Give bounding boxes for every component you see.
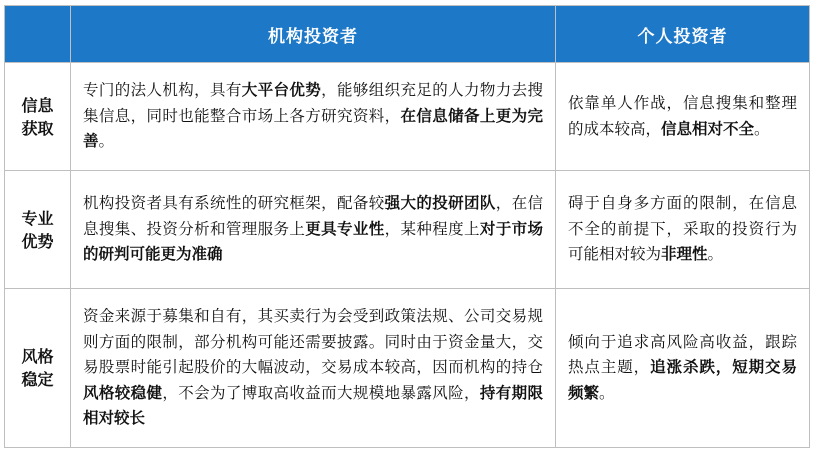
text-run: 资金来源于募集和自有，其买卖行为会受到政策法规、公司交易规则方面的限制，部分机构可能还需要披露。同时由于资金量大，交易股票时能引起股价的大幅波动，交易成本较高，因而机构的持仓 (83, 307, 543, 377)
bold-text-run: 非理性 (661, 245, 708, 264)
text-run: 倾向于追求高风险高收益，跟踪热点主题， (568, 332, 797, 377)
cell-institutional-information (71, 63, 556, 171)
row-label-line: 稳定 (21, 370, 54, 389)
text-run: 。 (707, 245, 724, 264)
header-individual: 个人投资者 (556, 6, 810, 63)
cell-individual-expertise (556, 171, 810, 289)
cell-institutional-expertise (71, 171, 556, 289)
bold-text-run: 在信息储备上更为完善 (83, 106, 543, 151)
row-label-expertise (5, 171, 71, 289)
comparison-table (4, 5, 810, 448)
text-run: ，不会为了博取高收益而大规模地暴露风险， (162, 383, 480, 402)
cell-individual-style (556, 289, 810, 448)
table-row-style (5, 289, 810, 448)
text-run: 碍于自身多方面的限制，在信息不全的前提下，采取的投资行为可能相对较为 (568, 194, 797, 264)
table-row-expertise (5, 171, 810, 289)
row-label-style (5, 289, 71, 448)
text-run: 专门的法人机构，具有 (83, 81, 242, 100)
row-label-line: 获取 (21, 118, 54, 138)
text-run: 依靠单人作战，信息搜集和整理的成本较高， (568, 94, 797, 138)
bold-text-run: 追涨杀跌，短期交易频繁 (568, 358, 797, 402)
bold-text-run: 对于市场的研判可能更为准确 (83, 219, 543, 264)
header-institutional: 机构投资者 (71, 6, 556, 63)
text-run: ，在信息搜集、投资分析和管理服务上 (83, 194, 543, 238)
cell-institutional-style (71, 289, 556, 448)
text-run: 。 (98, 132, 115, 151)
text-run: ，某种程度上 (384, 219, 480, 238)
row-label-line: 专业 (21, 208, 54, 228)
row-label-line: 优势 (21, 231, 54, 251)
header-row (5, 6, 810, 63)
text-run: 。 (599, 383, 615, 402)
bold-text-run: 风格较稳健 (83, 383, 163, 402)
cell-individual-information (556, 63, 810, 171)
row-label-line: 风格 (21, 347, 54, 366)
bold-text-run: 大平台优势 (241, 81, 322, 100)
bold-text-run: 强大的投研团队 (384, 194, 496, 213)
text-run: ，能够组织充足的人力物力去搜集信息，同时也能整合市场上各方研究资料， (83, 81, 543, 125)
header-corner-cell (5, 6, 71, 63)
row-label-information (5, 63, 71, 171)
bold-text-run: 更具专业性 (305, 219, 385, 238)
table-row-information (5, 63, 810, 171)
bold-text-run: 持有期限相对较长 (83, 383, 543, 428)
bold-text-run: 信息相对不全 (661, 119, 755, 138)
text-run: 。 (754, 119, 770, 138)
text-run: 机构投资者具有系统性的研究框架，配备较 (83, 194, 385, 213)
row-label-line: 信息 (21, 95, 54, 115)
